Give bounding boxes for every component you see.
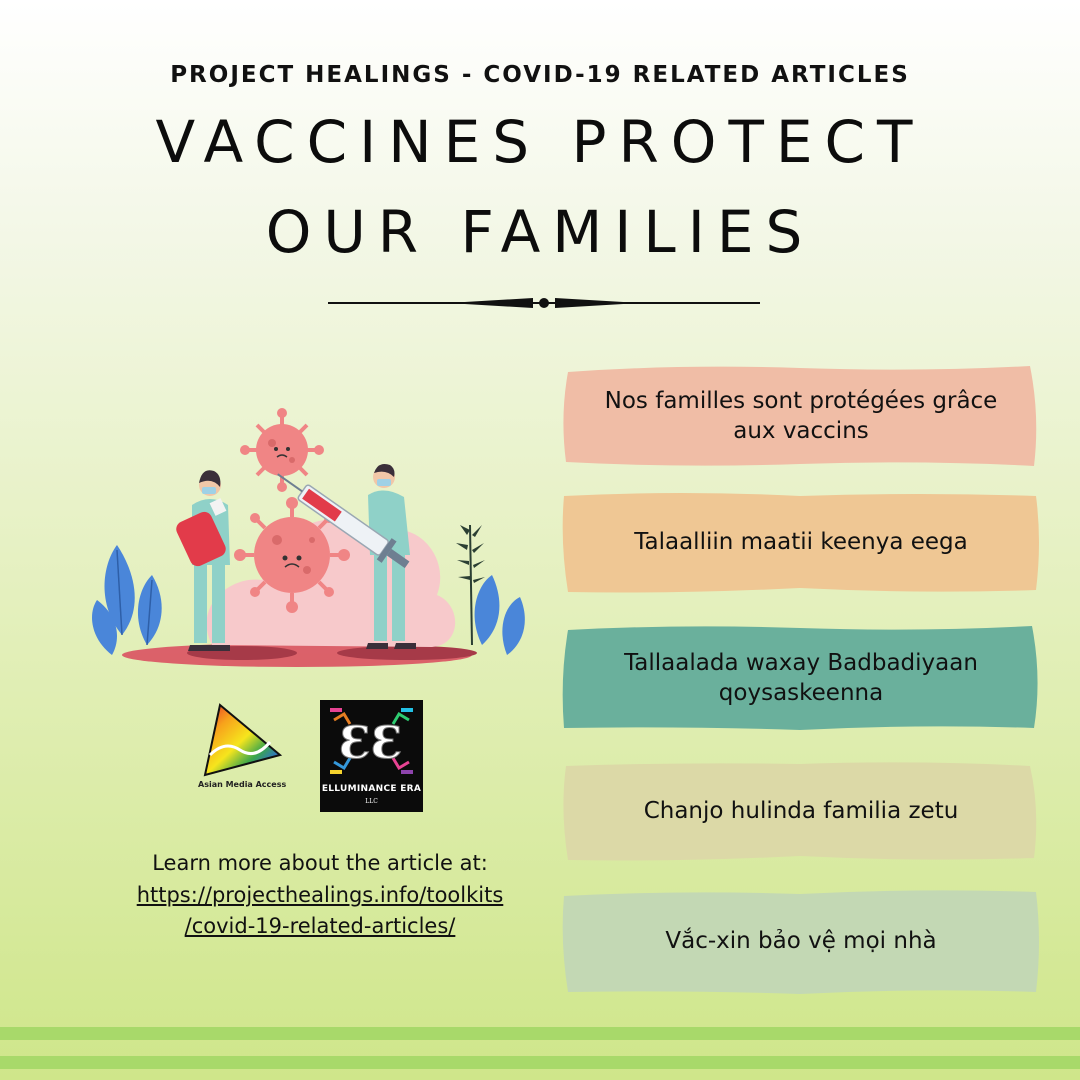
article-link-line1[interactable]: https://projecthealings.info/toolkits bbox=[136, 883, 504, 907]
translation-text: Tallaalada waxay Badbadiyaan qoysaskeenna bbox=[624, 650, 978, 706]
elluminance-logo-text: ELLUMINANCE ERA bbox=[321, 784, 422, 794]
footer-stripe bbox=[0, 1056, 1080, 1069]
translation-card-somali bbox=[560, 624, 1042, 732]
translation-card-french bbox=[560, 362, 1042, 470]
translation-text: Talaalliin maatii keenya eega bbox=[634, 529, 968, 555]
translation-card-oromo bbox=[560, 488, 1042, 596]
translation-card-vietnamese bbox=[560, 886, 1042, 996]
doctors-vaccine-virus-illustration bbox=[92, 405, 532, 670]
translation-text: Vắc-xin bảo vệ mọi nhà bbox=[665, 928, 937, 954]
translation-text: Chanjo hulinda familia zetu bbox=[643, 798, 959, 824]
elluminance-era-logo bbox=[320, 700, 423, 812]
elluminance-mark-icon bbox=[320, 700, 423, 784]
learn-more-label: Learn more about the article at: bbox=[152, 851, 488, 875]
article-link[interactable] bbox=[80, 880, 560, 942]
ornament-divider bbox=[328, 290, 760, 316]
elluminance-logo-sub: LLC bbox=[365, 798, 378, 805]
footer-stripe bbox=[0, 1027, 1080, 1040]
page-title-line1: VACCINES PROTECT bbox=[155, 108, 925, 176]
ama-logo-text: Asian Media Access bbox=[198, 780, 287, 789]
header-kicker: PROJECT HEALINGS - COVID-19 RELATED ARTICLES bbox=[170, 62, 910, 88]
asian-media-access-logo bbox=[195, 700, 285, 780]
svg-text:ƐƐ: ƐƐ bbox=[339, 718, 403, 769]
article-link-line2[interactable]: /covid-19-related-articles/ bbox=[184, 914, 456, 938]
translation-card-swahili bbox=[560, 758, 1042, 864]
page-title-line2: OUR FAMILIES bbox=[265, 198, 815, 266]
translation-text: Nos familles sont protégées grâce aux vaccins bbox=[604, 388, 998, 444]
